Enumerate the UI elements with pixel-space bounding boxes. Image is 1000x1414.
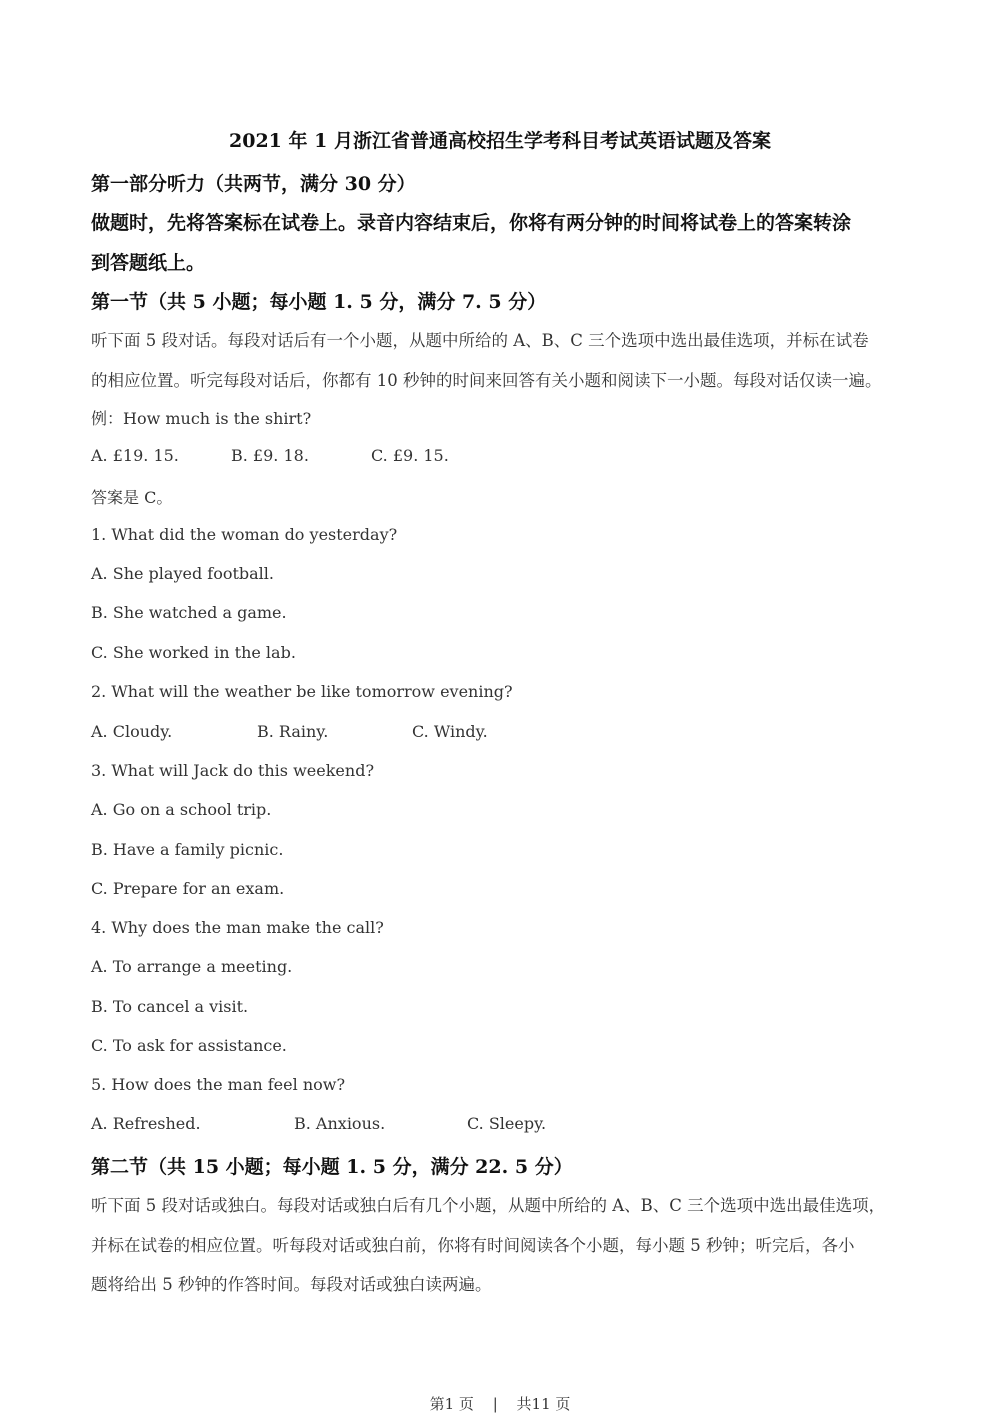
page-footer	[0, 1393, 1000, 1414]
total-pages: 共11 页	[516, 1395, 571, 1413]
example-answer: 答案是 C。	[91, 488, 173, 507]
part1-instruction-line1: 做题时，先将答案标在试卷上。录音内容结束后，你将有两分钟的时间将试卷上的答案转涂	[91, 212, 852, 234]
question-1-option-b: B. She watched a game.	[91, 603, 287, 622]
question-5-option-a: A. Refreshed.	[91, 1114, 201, 1133]
question-1-option-a: A. She played football.	[91, 564, 274, 583]
question-3-option-a: A. Go on a school trip.	[91, 800, 272, 819]
question-2: 2. What will the weather be like tomorrow evening?	[91, 682, 513, 701]
question-3-option-b: B. Have a family picnic.	[91, 840, 284, 859]
question-4-option-c: C. To ask for assistance.	[91, 1036, 287, 1055]
part1-heading: 第一部分听力（共两节，满分 30 分）	[91, 173, 416, 195]
section2-heading: 第二节（共 15 小题；每小题 1. 5 分，满分 22. 5 分）	[91, 1156, 573, 1178]
question-1: 1. What did the woman do yesterday?	[91, 525, 398, 544]
question-4-option-a: A. To arrange a meeting.	[91, 957, 293, 976]
question-2-option-a: A. Cloudy.	[91, 722, 173, 741]
section1-desc-line1: 听下面 5 段对话。每段对话后有一个小题，从题中所给的 A、B、C 三个选项中选出最佳选项，并标在试卷	[91, 331, 869, 350]
section2-desc-line3: 题将给出 5 秒钟的作答时间。每段对话或独白读两遍。	[91, 1275, 492, 1294]
question-2-option-c: C. Windy.	[412, 722, 488, 741]
question-4: 4. Why does the man make the call?	[91, 918, 384, 937]
example-option-b: B. £9. 18.	[231, 446, 309, 465]
part1-instruction-line2: 到答题纸上。	[91, 252, 206, 274]
example-question: 例：How much is the shirt?	[91, 409, 312, 428]
footer-separator: |	[492, 1395, 498, 1413]
question-2-option-b: B. Rainy.	[257, 722, 329, 741]
question-3: 3. What will Jack do this weekend?	[91, 761, 375, 780]
question-5-option-c: C. Sleepy.	[467, 1114, 547, 1133]
question-4-option-b: B. To cancel a visit.	[91, 997, 249, 1016]
example-option-c: C. £9. 15.	[371, 446, 449, 465]
section1-desc-line2: 的相应位置。听完每段对话后，你都有 10 秒钟的时间来回答有关小题和阅读下一小题。每段对话仅读一遍。	[91, 371, 882, 390]
section2-desc-line1: 听下面 5 段对话或独白。每段对话或独白后有几个小题，从题中所给的 A、B、C 三个选项中选出最佳选项，	[91, 1196, 886, 1215]
section1-heading: 第一节（共 5 小题；每小题 1. 5 分，满分 7. 5 分）	[91, 291, 547, 313]
question-5: 5. How does the man feel now?	[91, 1075, 346, 1094]
exam-title: 2021 年 1 月浙江省普通高校招生学考科目考试英语试题及答案	[229, 130, 771, 152]
section2-desc-line2: 并标在试卷的相应位置。听每段对话或独白前，你将有时间阅读各个小题，每小题 5 秒钟；听完后，各小	[91, 1236, 855, 1255]
example-option-a: A. £19. 15.	[91, 446, 179, 465]
question-3-option-c: C. Prepare for an exam.	[91, 879, 285, 898]
question-5-option-b: B. Anxious.	[294, 1114, 386, 1133]
question-1-option-c: C. She worked in the lab.	[91, 643, 296, 662]
page-number: 第1 页	[429, 1395, 474, 1413]
